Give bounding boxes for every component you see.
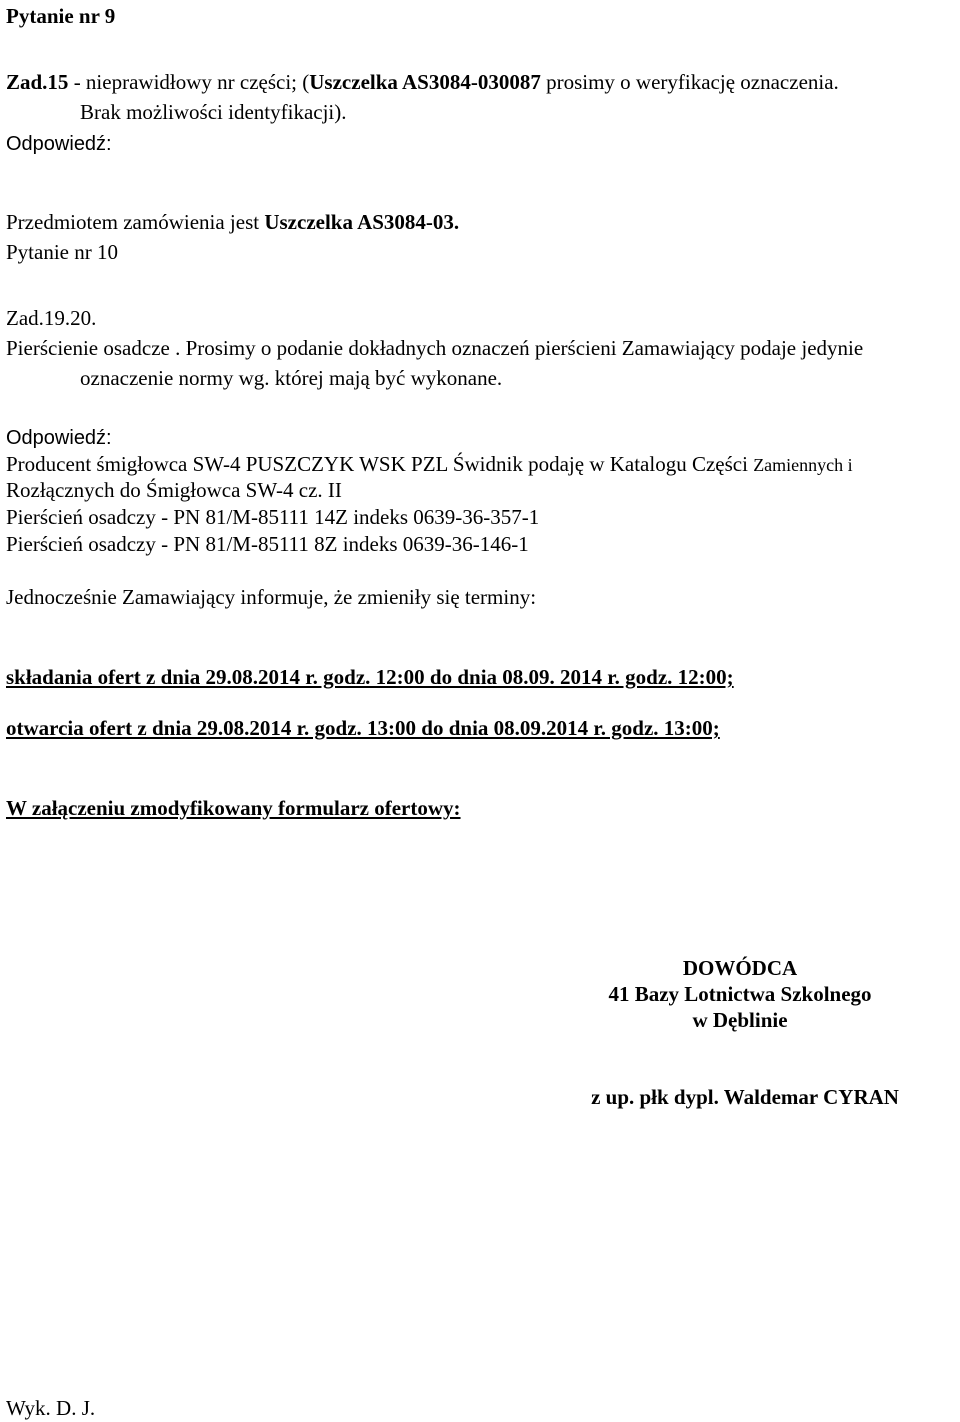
question-10-answer-line2: Rozłącznych do Śmigłowca SW-4 cz. II	[6, 478, 342, 502]
notice-text: Jednocześnie Zamawiający informuje, że zmieniły się terminy:	[6, 585, 537, 609]
answer-prefix: Przedmiotem zamówienia jest	[6, 210, 265, 234]
question-10-text-line1: Pierścienie osadcze . Prosimy o podanie dokładnych oznaczeń pierścieni Zamawiający podaje jedynie	[6, 336, 864, 360]
signature-place: w Dęblinie	[692, 1008, 788, 1032]
question-9-answer	[6, 210, 459, 234]
question-10-answer-label: Odpowiedź:	[6, 427, 112, 449]
question-9-text	[6, 70, 839, 94]
signature-title: DOWÓDCA	[682, 956, 798, 980]
answer-small: Zamiennych i	[753, 455, 853, 475]
question-10-answer-line1	[6, 452, 853, 477]
question-10-task-label: Zad.19.20.	[6, 306, 97, 330]
answer-part: Uszczelka AS3084-03.	[264, 210, 460, 234]
question-10-heading: Pytanie nr 10	[6, 240, 118, 264]
footer-initials: Wyk. D. J.	[6, 1396, 96, 1420]
question-9-text-line2: Brak możliwości identyfikacji).	[80, 100, 347, 124]
task-label: Zad.15	[6, 70, 69, 94]
ring-item-2: Pierścień osadczy - PN 81/M-85111 8Z indeks 0639-36-146-1	[6, 532, 529, 556]
signature-signed-by: z up. płk dypl. Waldemar CYRAN	[591, 1085, 899, 1109]
ring-item-1: Pierścień osadczy - PN 81/M-85111 14Z indeks 0639-36-357-1	[6, 505, 540, 529]
question-9-heading: Pytanie nr 9	[6, 4, 116, 28]
task-text-end: prosimy o weryfikację oznaczenia.	[540, 70, 839, 94]
question-10-text-line2: oznaczenie normy wg. której mają być wykonane.	[80, 366, 503, 390]
submission-deadline: składania ofert z dnia 29.08.2014 r. godz. 12:00 do dnia 08.09. 2014 r. godz. 12:00;	[6, 665, 734, 689]
part-name: Uszczelka AS3084-030087	[309, 70, 541, 94]
answer-main: Producent śmigłowca SW-4 PUSZCZYK WSK PZL Świdnik podaję w Katalogu Części	[6, 452, 754, 476]
question-9-answer-label: Odpowiedź:	[6, 133, 112, 155]
attachment-note: W załączeniu zmodyfikowany formularz ofertowy:	[6, 796, 461, 820]
task-text: - nieprawidłowy nr części; (	[68, 70, 310, 94]
opening-deadline: otwarcia ofert z dnia 29.08.2014 r. godz. 13:00 do dnia 08.09.2014 r. godz. 13:00;	[6, 716, 720, 740]
signature-unit: 41 Bazy Lotnictwa Szkolnego	[608, 982, 872, 1006]
